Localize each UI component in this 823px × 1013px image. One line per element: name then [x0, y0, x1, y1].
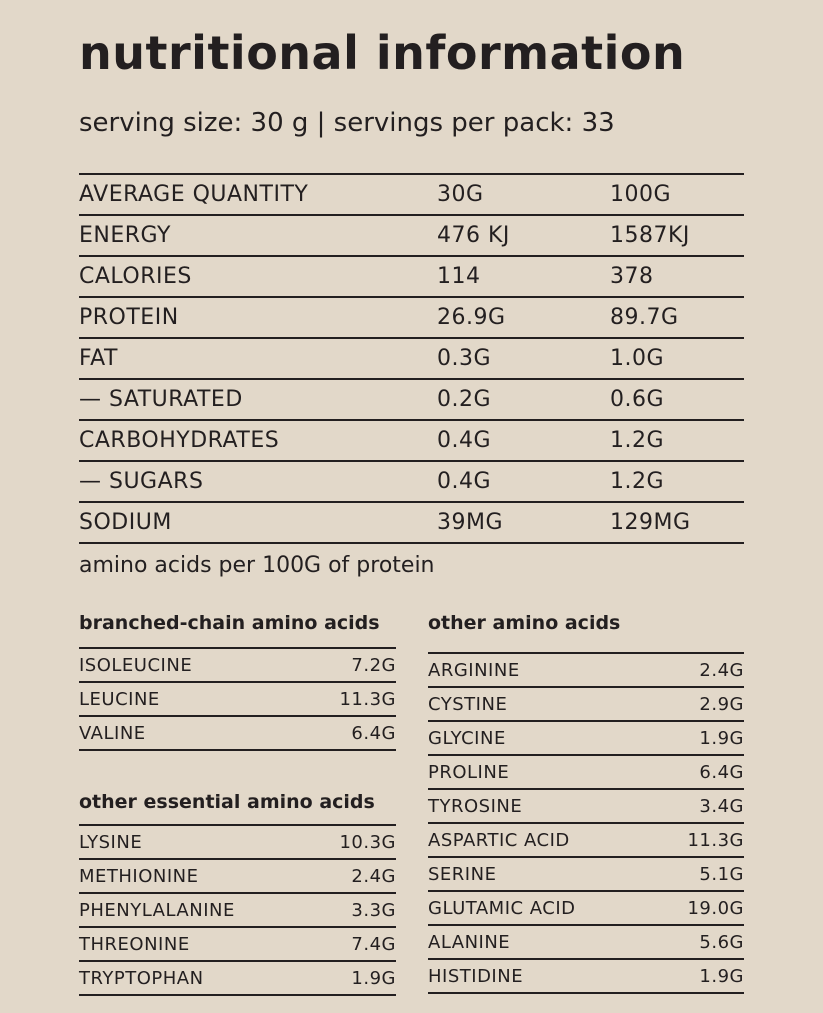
per-serving-value: 0.4G: [437, 428, 492, 453]
amino-row: [428, 722, 744, 756]
amino-name: HISTIDINE: [428, 965, 524, 987]
nutrition-row: [79, 298, 744, 339]
per-serving-value: 476 KJ: [437, 223, 510, 248]
per-100g-value: 0.6G: [610, 387, 665, 412]
nutrition-row: [79, 339, 744, 380]
per-serving-value: 26.9G: [437, 305, 506, 330]
amino-value: 19.0G: [687, 897, 744, 919]
nutrient-name: — SUGARS: [79, 469, 204, 494]
serving-info: serving size: 30 g | servings per pack: 33: [79, 108, 615, 138]
nutrient-name: SODIUM: [79, 510, 172, 535]
amino-row: [79, 683, 396, 717]
amino-row: [428, 960, 744, 994]
nutrition-row: [79, 380, 744, 421]
essential-title: other essential amino acids: [79, 791, 375, 813]
amino-row: [428, 824, 744, 858]
amino-value: 5.6G: [699, 931, 744, 953]
other-amino-table: [428, 652, 744, 994]
per-serving-value: 0.3G: [437, 346, 492, 371]
page-title: nutritional information: [79, 26, 686, 80]
amino-value: 1.9G: [699, 727, 744, 749]
amino-name: LEUCINE: [79, 688, 160, 710]
nutrition-row: [79, 216, 744, 257]
bcaa-table: [79, 647, 396, 751]
amino-value: 6.4G: [351, 722, 396, 744]
per-100g-value: 129MG: [610, 510, 691, 535]
amino-name: METHIONINE: [79, 865, 199, 887]
per-100g-value: 1587KJ: [610, 223, 690, 248]
nutrition-row: [79, 462, 744, 503]
amino-name: TYROSINE: [428, 795, 523, 817]
amino-value: 6.4G: [699, 761, 744, 783]
amino-row: [79, 962, 396, 996]
amino-name: PROLINE: [428, 761, 510, 783]
amino-name: THREONINE: [79, 933, 190, 955]
per-100g-value: 378: [610, 264, 654, 289]
amino-row: [428, 688, 744, 722]
header-per-serving: 30G: [437, 182, 484, 207]
header-label: AVERAGE QUANTITY: [79, 182, 309, 207]
nutrition-row: [79, 503, 744, 544]
amino-name: PHENYLALANINE: [79, 899, 235, 921]
per-100g-value: 1.0G: [610, 346, 665, 371]
bcaa-title: branched-chain amino acids: [79, 612, 380, 634]
amino-row: [428, 892, 744, 926]
per-100g-value: 1.2G: [610, 469, 665, 494]
nutrition-row: [79, 421, 744, 462]
amino-name: GLUTAMIC ACID: [428, 897, 576, 919]
amino-name: SERINE: [428, 863, 497, 885]
nutrition-header-row: [79, 175, 744, 216]
amino-row: [79, 826, 396, 860]
amino-row: [79, 717, 396, 751]
amino-name: VALINE: [79, 722, 146, 744]
amino-value: 1.9G: [699, 965, 744, 987]
amino-value: 11.3G: [339, 688, 396, 710]
amino-row: [428, 926, 744, 960]
amino-name: LYSINE: [79, 831, 143, 853]
amino-row: [79, 928, 396, 962]
amino-value: 10.3G: [339, 831, 396, 853]
amino-name: CYSTINE: [428, 693, 508, 715]
amino-value: 2.4G: [351, 865, 396, 887]
amino-value: 2.4G: [699, 659, 744, 681]
nutrition-row: [79, 257, 744, 298]
amino-value: 7.2G: [351, 654, 396, 676]
amino-acids-caption: amino acids per 100G of protein: [79, 553, 435, 578]
nutrient-name: CARBOHYDRATES: [79, 428, 280, 453]
amino-value: 2.9G: [699, 693, 744, 715]
other-amino-title: other amino acids: [428, 612, 621, 634]
header-per-100g: 100G: [610, 182, 672, 207]
per-serving-value: 114: [437, 264, 481, 289]
nutrient-name: FAT: [79, 346, 118, 371]
amino-row: [428, 790, 744, 824]
amino-value: 5.1G: [699, 863, 744, 885]
amino-row: [79, 894, 396, 928]
nutrient-name: CALORIES: [79, 264, 192, 289]
amino-row: [428, 756, 744, 790]
amino-value: 3.3G: [351, 899, 396, 921]
amino-value: 11.3G: [687, 829, 744, 851]
amino-name: GLYCINE: [428, 727, 506, 749]
amino-name: ISOLEUCINE: [79, 654, 193, 676]
per-100g-value: 1.2G: [610, 428, 665, 453]
amino-name: ASPARTIC ACID: [428, 829, 570, 851]
per-serving-value: 0.2G: [437, 387, 492, 412]
amino-value: 3.4G: [699, 795, 744, 817]
nutrient-name: ENERGY: [79, 223, 171, 248]
nutrition-table: [79, 173, 744, 544]
nutrient-name: — SATURATED: [79, 387, 243, 412]
amino-row: [428, 654, 744, 688]
per-serving-value: 0.4G: [437, 469, 492, 494]
per-serving-value: 39MG: [437, 510, 504, 535]
amino-name: ALANINE: [428, 931, 511, 953]
per-100g-value: 89.7G: [610, 305, 679, 330]
amino-value: 1.9G: [351, 967, 396, 989]
amino-name: ARGININE: [428, 659, 520, 681]
essential-table: [79, 824, 396, 996]
amino-row: [79, 649, 396, 683]
amino-row: [79, 860, 396, 894]
amino-row: [428, 858, 744, 892]
nutrient-name: PROTEIN: [79, 305, 179, 330]
amino-value: 7.4G: [351, 933, 396, 955]
amino-name: TRYPTOPHAN: [79, 967, 204, 989]
